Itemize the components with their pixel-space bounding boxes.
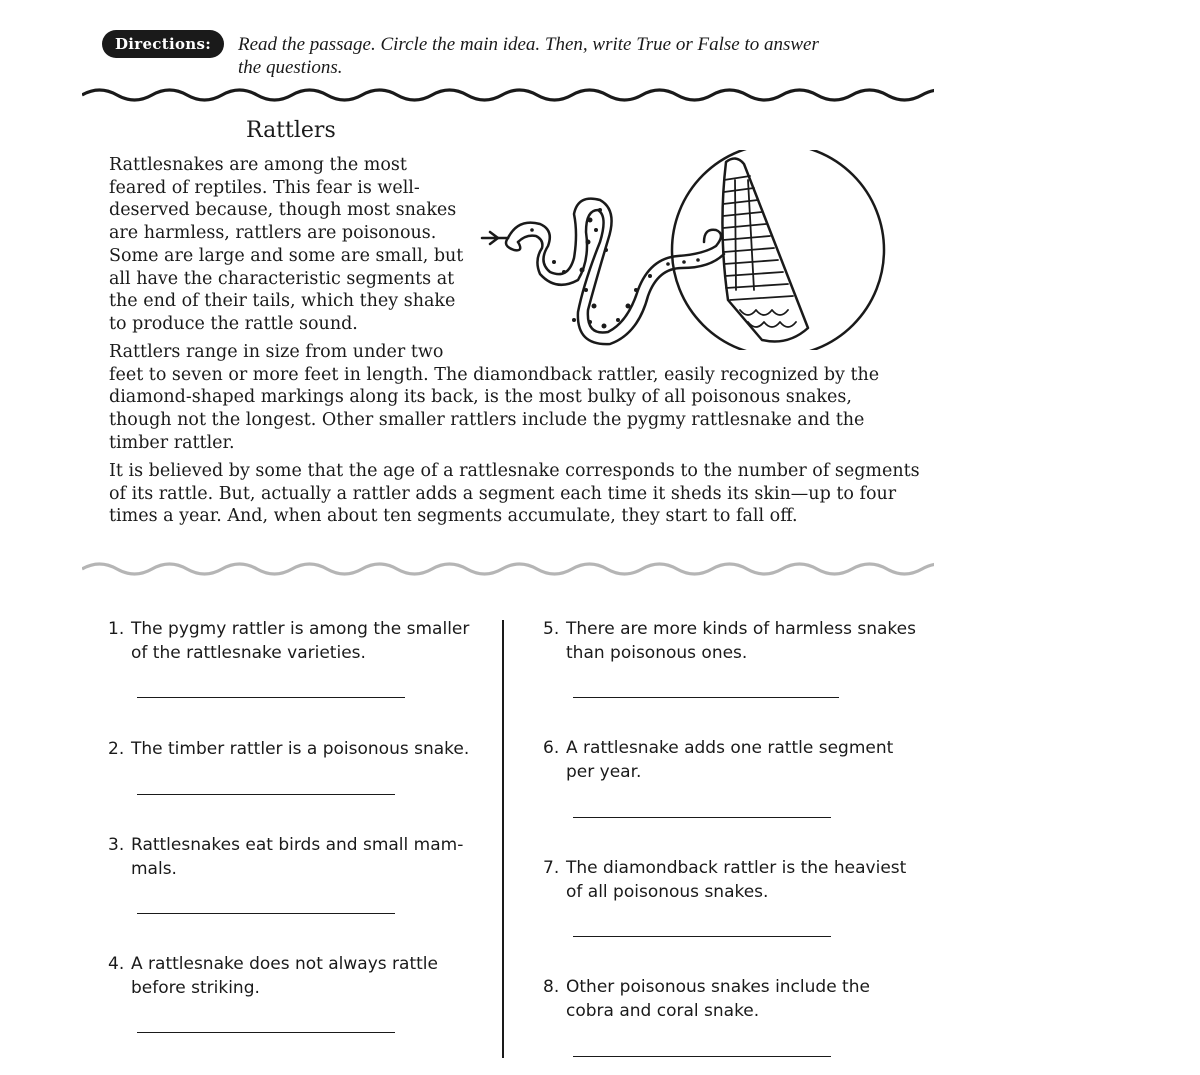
rattlesnake-illustration — [478, 150, 888, 350]
answer-line-2[interactable] — [137, 794, 395, 795]
passage-line: Rattlesnakes are among the most — [109, 155, 407, 175]
passage-line: diamond-shaped markings along its back, is the most bulky of all poisonous snakes, — [109, 387, 852, 408]
question-text-cont: cobra and coral snake. — [566, 1001, 760, 1021]
answer-line-6[interactable] — [573, 817, 831, 818]
question-number: 3. — [108, 835, 125, 855]
question-number: 8. — [543, 977, 560, 997]
passage-line: deserved because, though most snakes — [109, 200, 457, 221]
question-4 — [108, 952, 438, 1000]
question-text: Other poisonous snakes include the — [566, 977, 870, 997]
answer-line-1[interactable] — [137, 697, 405, 698]
question-text-cont: of all poisonous snakes. — [566, 882, 769, 902]
answer-line-8[interactable] — [573, 1056, 831, 1057]
question-number: 6. — [543, 738, 560, 758]
passage-line: to produce the rattle sound. — [109, 313, 358, 334]
passage-line: are harmless, rattlers are poisonous. — [109, 223, 437, 244]
question-number: 5. — [543, 619, 560, 639]
directions-text — [238, 33, 878, 79]
question-2 — [108, 737, 469, 761]
question-5 — [543, 617, 916, 665]
passage-line: the end of their tails, which they shake — [109, 291, 456, 312]
passage-paragraph-2 — [109, 341, 879, 455]
question-8 — [543, 975, 870, 1023]
question-text-cont: before striking. — [131, 978, 260, 998]
question-text: There are more kinds of harmless snakes — [566, 619, 916, 639]
passage-line: Some are large and some are small, but — [109, 245, 464, 266]
directions-badge: Directions: — [102, 30, 224, 58]
question-number: 1. — [108, 619, 125, 639]
question-text: A rattlesnake does not always rattle — [131, 954, 438, 974]
question-3 — [108, 833, 463, 881]
passage-line: all have the characteristic segments at — [109, 268, 455, 289]
question-text-cont: of the rattlesnake varieties. — [131, 643, 366, 663]
snake-body-icon — [508, 199, 721, 333]
question-1 — [108, 617, 469, 665]
passage-line: timber rattler. — [109, 432, 235, 453]
passage-paragraph-1 — [109, 154, 463, 336]
passage-line: of its rattle. But, actually a rattler adds a segment each time it sheds its skin—up to four — [109, 483, 897, 504]
column-divider — [502, 620, 504, 1058]
question-text-cont: than poisonous ones. — [566, 643, 748, 663]
question-text: The timber rattler is a poisonous snake. — [131, 739, 470, 759]
wavy-divider-bottom — [82, 558, 934, 580]
question-text: A rattlesnake adds one rattle segment — [566, 738, 894, 758]
question-number: 2. — [108, 739, 125, 759]
passage-title: Rattlers — [246, 118, 336, 143]
passage-line: feared of reptiles. This fear is well- — [109, 177, 420, 198]
question-text: The diamondback rattler is the heaviest — [566, 858, 907, 878]
question-text: Rattlesnakes eat birds and small mam- — [131, 835, 464, 855]
passage-line: times a year. And, when about ten segments accumulate, they start to fall off. — [109, 506, 798, 527]
question-number: 7. — [543, 858, 560, 878]
snake-head-icon — [506, 238, 520, 250]
directions-line-2: the questions. — [238, 57, 343, 78]
passage-line: It is believed by some that the age of a rattlesnake corresponds to the number of segments — [109, 461, 920, 481]
passage-paragraph-3 — [109, 460, 920, 528]
question-6 — [543, 736, 893, 784]
passage-line: feet to seven or more feet in length. The diamondback rattler, easily recognized by the — [109, 364, 880, 385]
passage-line: though not the longest. Other smaller rattlers include the pygmy rattlesnake and the — [109, 410, 865, 431]
question-7 — [543, 856, 906, 904]
question-text: The pygmy rattler is among the smaller — [131, 619, 470, 639]
answer-line-7[interactable] — [573, 936, 831, 937]
directions-line-1: Read the passage. Circle the main idea. Then, write True or False to answer — [238, 34, 819, 55]
answer-line-4[interactable] — [137, 1032, 395, 1033]
answer-line-5[interactable] — [573, 697, 839, 698]
question-text-cont: per year. — [566, 762, 642, 782]
answer-line-3[interactable] — [137, 913, 395, 914]
wavy-divider-top — [82, 84, 934, 106]
question-number: 4. — [108, 954, 125, 974]
passage-line: Rattlers range in size from under two — [109, 342, 444, 362]
question-text-cont: mals. — [131, 859, 177, 879]
